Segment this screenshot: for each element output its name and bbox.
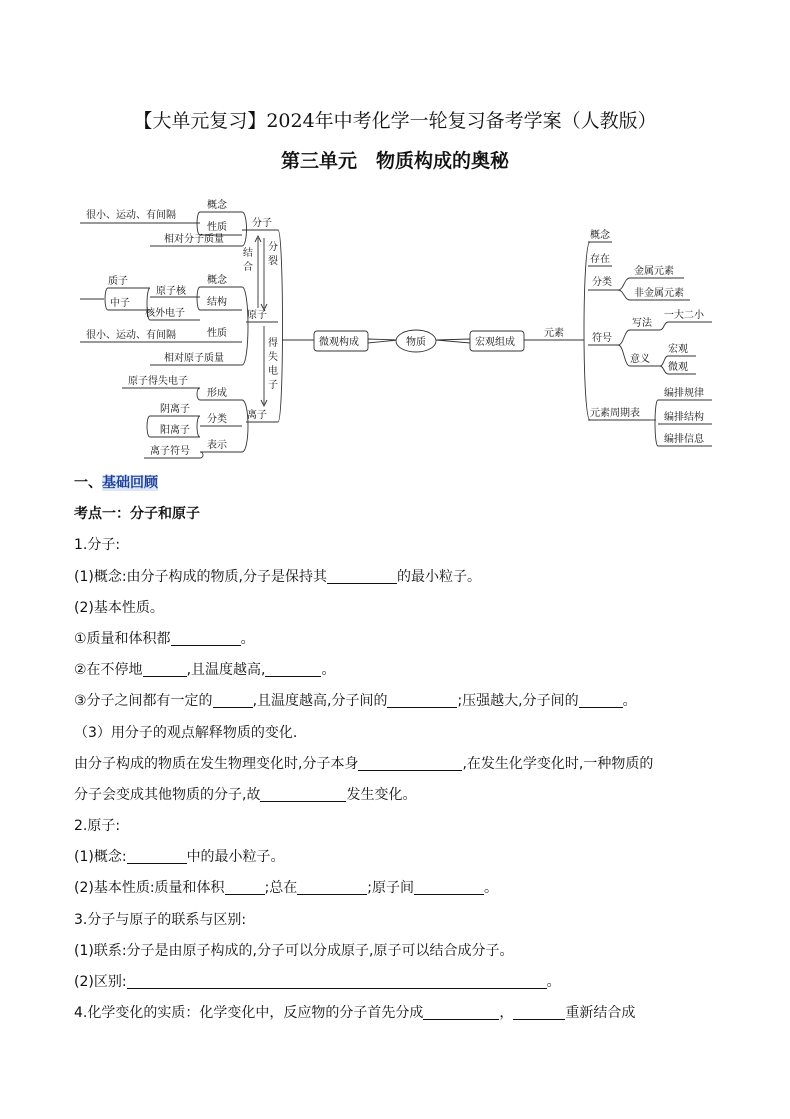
element-classification: 分类 bbox=[592, 277, 612, 288]
fill-blank[interactable] bbox=[297, 877, 367, 895]
relation-gain-4: 子 bbox=[268, 380, 278, 391]
element-periodic-table: 元素周期表 bbox=[590, 408, 640, 419]
text-line: 4.化学变化的实质：化学变化中，反应物的分子首先分成 ， 重新结合成 bbox=[74, 998, 724, 1029]
atom-electron: 核外电子 bbox=[145, 308, 185, 319]
text-line: 2.原子: bbox=[74, 818, 121, 835]
fill-blank[interactable] bbox=[171, 628, 241, 646]
molecule-property: 性质 bbox=[207, 222, 227, 233]
element-existence: 存在 bbox=[590, 254, 610, 265]
molecule-label: 分子 bbox=[252, 218, 272, 229]
text-line: ①质量和体积都 。 bbox=[74, 624, 724, 655]
atom-relative-mass: 相对原子质量 bbox=[164, 353, 224, 364]
section-heading: 一、基础回顾 bbox=[74, 475, 158, 491]
element-info: 编排信息 bbox=[664, 434, 704, 445]
element-label: 元素 bbox=[544, 328, 564, 339]
point-heading: 考点一：分子和原子 bbox=[74, 506, 200, 523]
fill-blank[interactable] bbox=[127, 846, 187, 864]
element-micro: 微观 bbox=[668, 362, 688, 373]
atom-nucleus: 原子核 bbox=[156, 286, 186, 297]
fill-blank[interactable] bbox=[327, 566, 397, 584]
text-line: ②在不停地 ,且温度越高, 。 bbox=[74, 655, 724, 686]
content-body bbox=[74, 468, 724, 1029]
atom-label: 原子 bbox=[247, 310, 267, 321]
atom-property: 性质 bbox=[207, 328, 227, 339]
text-line: (2)区别: 。 bbox=[74, 967, 724, 998]
ion-symbol: 离子符号 bbox=[150, 446, 190, 457]
element-writing-detail: 一大二小 bbox=[664, 310, 704, 321]
fill-blank[interactable] bbox=[513, 1002, 565, 1020]
relation-gain-3: 电 bbox=[268, 366, 278, 377]
text-line: 3.分子与原子的联系与区别: bbox=[74, 911, 247, 928]
concept-mind-map bbox=[0, 190, 790, 460]
fill-blank[interactable] bbox=[358, 753, 462, 771]
element-structure: 编排结构 bbox=[664, 412, 704, 423]
ion-anion: 阳离子 bbox=[160, 425, 190, 436]
relation-gain-2: 失 bbox=[268, 352, 278, 363]
molecule-property-detail: 很小、运动、有间隔 bbox=[86, 210, 176, 221]
relation-split-2: 裂 bbox=[268, 256, 278, 267]
text-line: 分子会变成其他物质的分子,故 发生变化。 bbox=[74, 780, 724, 811]
document-title: 【大单元复习】2024年中考化学一轮复习备考学案（人教版） bbox=[133, 110, 657, 132]
element-macro: 宏观 bbox=[668, 344, 688, 355]
element-concept: 概念 bbox=[590, 230, 610, 241]
ion-representation: 表示 bbox=[207, 440, 227, 451]
text-line: 1.分子: bbox=[74, 537, 121, 554]
atom-concept: 概念 bbox=[207, 275, 227, 286]
ion-formation-detail: 原子得失电子 bbox=[128, 376, 188, 387]
fill-blank[interactable] bbox=[143, 659, 187, 677]
ion-cation: 阴离子 bbox=[160, 404, 190, 415]
text-line: 由分子构成的物质在发生物理变化时,分子本身 ,在发生化学变化时,一种物质的 bbox=[74, 749, 724, 780]
atom-structure: 结构 bbox=[207, 297, 227, 308]
text-line: ③分子之间都有一定的 ,且温度越高,分子间的 ;压强越大,分子间的 。 bbox=[74, 686, 724, 717]
element-rule: 编排规律 bbox=[664, 388, 704, 399]
text-line: (2)基本性质:质量和体积 ;总在 ;原子间 。 bbox=[74, 873, 724, 904]
fill-blank[interactable] bbox=[265, 659, 321, 677]
relation-combine-1: 结 bbox=[243, 248, 253, 259]
center-label: 物质 bbox=[406, 337, 426, 348]
fill-blank[interactable] bbox=[579, 690, 623, 708]
macro-hub: 宏观组成 bbox=[475, 337, 515, 348]
text-line: (1)联系:分子是由原子构成的,分子可以分成原子,原子可以结合成分子。 bbox=[74, 942, 514, 959]
ion-classification: 分类 bbox=[207, 414, 227, 425]
element-symbol: 符号 bbox=[592, 333, 612, 344]
fill-blank[interactable] bbox=[225, 877, 265, 895]
element-writing: 写法 bbox=[632, 318, 652, 329]
text-line: （3）用分子的观点解释物质的变化. bbox=[74, 724, 298, 741]
element-nonmetal: 非金属元素 bbox=[634, 288, 684, 299]
ion-label: 离子 bbox=[247, 410, 267, 421]
molecule-concept: 概念 bbox=[207, 200, 227, 211]
relation-split-1: 分 bbox=[268, 242, 278, 253]
relation-combine-2: 合 bbox=[243, 262, 253, 273]
atom-proton: 质子 bbox=[108, 276, 128, 287]
fill-blank[interactable] bbox=[127, 971, 547, 989]
fill-blank[interactable] bbox=[423, 1002, 499, 1020]
relation-gain-1: 得 bbox=[268, 338, 278, 349]
element-metal: 金属元素 bbox=[634, 266, 674, 277]
text-line: (1)概念: 中的最小粒子。 bbox=[74, 842, 724, 873]
fill-blank[interactable] bbox=[414, 877, 484, 895]
atom-property-detail: 很小、运动、有间隔 bbox=[86, 330, 176, 341]
molecule-relative-mass: 相对分子质量 bbox=[164, 234, 224, 245]
fill-blank[interactable] bbox=[213, 690, 253, 708]
ion-formation: 形成 bbox=[207, 388, 227, 399]
element-meaning: 意义 bbox=[630, 354, 650, 365]
text-line: (2)基本性质。 bbox=[74, 599, 164, 616]
text-line: (1)概念:由分子构成的物质,分子是保持其 的最小粒子。 bbox=[74, 562, 724, 593]
atom-neutron: 中子 bbox=[110, 298, 130, 309]
unit-title: 第三单元 物质构成的奥秘 bbox=[280, 150, 509, 172]
fill-blank[interactable] bbox=[260, 784, 346, 802]
micro-hub: 微观构成 bbox=[319, 337, 359, 348]
fill-blank[interactable] bbox=[387, 690, 457, 708]
